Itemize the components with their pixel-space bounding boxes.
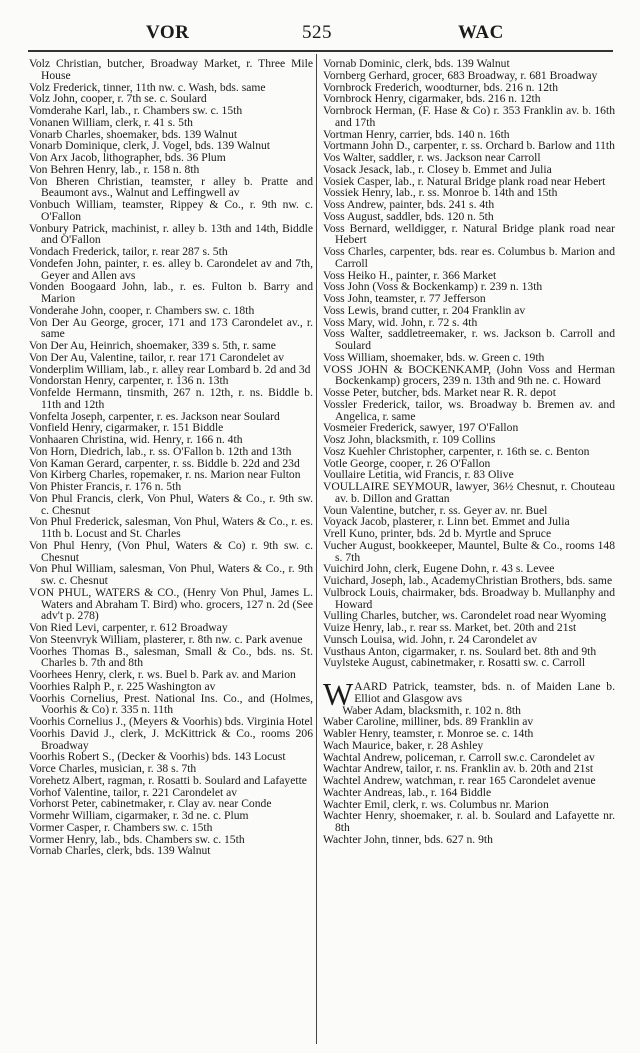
directory-entry: Vosiek Casper, lab., r. Natural Bridge plank road near Hebert bbox=[323, 174, 606, 188]
directory-entry: Von Der Au, Heinrich, shoemaker, 339 s. 5th, r. same bbox=[29, 339, 276, 352]
directory-entry: Waber Adam, blacksmith, r. 102 n. 8th bbox=[342, 703, 521, 717]
directory-entry: Vorce Charles, musician, r. 38 s. 7th bbox=[29, 762, 197, 775]
directory-entry: Voorhees Henry, clerk, r. ws. Buel b. Park av. and Marion bbox=[29, 668, 296, 681]
directory-entry: Vormehr William, cigarmaker, r. 3d ne. c. Plum bbox=[29, 809, 249, 822]
page-header bbox=[28, 10, 613, 50]
directory-entry: Vondefen John, painter, r. es. alley b. Carondelet av and 7th, Geyer and Allen avs bbox=[29, 256, 313, 282]
directory-entry: Vuichard, Joseph, lab., AcademyChristian Brothers, bds. same bbox=[323, 574, 613, 587]
directory-entry: Vonbury Patrick, machinist, r. alley b. 13th and 14th, Biddle and O'Fallon bbox=[29, 221, 313, 247]
directory-entry: Vosz John, blacksmith, r. 109 Collins bbox=[323, 433, 496, 446]
directory-entry: Voss Walter, saddletreemaker, r. ws. Jackson b. Carroll and Soulard bbox=[323, 327, 615, 352]
directory-entry: Vonarb Dominique, clerk, J. Vogel, bds. 139 Walnut bbox=[29, 139, 271, 153]
directory-entry: Voun Valentine, butcher, r. ss. Geyer av. nr. Buel bbox=[323, 503, 548, 517]
directory-entry: Vosse Peter, butcher, bds. Market near R. R. depot bbox=[323, 386, 556, 399]
directory-entry: Vormer Henry, lab., bds. Chambers sw. c. 15th bbox=[29, 832, 245, 846]
directory-entry: Volz Frederick, tinner, 11th nw. c. Wash, bds. same bbox=[29, 80, 266, 94]
header-right-guide-word: WAC bbox=[458, 22, 504, 43]
directory-entry: Vortman Henry, carrier, bds. 140 n. 16th bbox=[323, 127, 510, 141]
directory-entry: Wach Maurice, baker, r. 28 Ashley bbox=[323, 738, 484, 752]
directory-entry: Voss Charles, carpenter, bds. rear es. Columbus b. Marion and Carroll bbox=[323, 245, 615, 270]
column-divider bbox=[316, 54, 317, 1044]
directory-entry: Waber Caroline, milliner, bds. 89 Franklin av bbox=[323, 715, 534, 729]
left-column bbox=[29, 58, 313, 857]
directory-entry: Voss Heiko H., painter, r. 366 Market bbox=[323, 268, 497, 282]
directory-entry: Von Phul William, salesman, Von Phul, Waters & Co., r. 9th sw. c. Chesnut bbox=[29, 562, 313, 587]
header-rule bbox=[28, 50, 613, 52]
directory-entry: Vonarb Charles, shoemaker, bds. 139 Walnut bbox=[29, 127, 238, 141]
directory-entry: Voss John (Voss & Bockenkamp) r. 239 n. 13th bbox=[323, 280, 543, 294]
directory-entry: Voss Lewis, brand cutter, r. 204 Franklin av bbox=[323, 303, 526, 317]
directory-entry: Vornab Dominic, clerk, bds. 139 Walnut bbox=[323, 57, 510, 70]
directory-entry: Von Phul Frederick, salesman, Von Phul, Waters & Co., r. es. 11th b. Locust and St. Charles bbox=[29, 515, 313, 540]
directory-entry: Voullaire Letitia, wid Francis, r. 83 Olive bbox=[323, 468, 514, 482]
directory-entry: Vorehetz Albert, ragman, r. Rosatti b. Soulard and Lafayette bbox=[29, 773, 307, 787]
directory-entry: Von Horn, Diedrich, lab., r. ss. O'Fallon b. 12th and 13th bbox=[29, 444, 292, 458]
directory-entry: Vossler Frederick, tailor, ws. Broadway b. Bremen av. and Angelica, r. same bbox=[323, 397, 615, 423]
directory-entry: Vornbrock Herman, (F. Hase & Co) r. 353 Franklin av. b. 16th and 17th bbox=[323, 104, 615, 129]
page-number: 525 bbox=[302, 22, 332, 43]
directory-entry: Vondorstan Henry, carpenter, r. 136 n. 13th bbox=[29, 374, 229, 388]
directory-entry: Vonhaaren Christina, wid. Henry, r. 166 n. 4th bbox=[29, 433, 243, 446]
directory-entry: Wachter Emil, clerk, r. ws. Columbus nr. Marion bbox=[323, 797, 549, 811]
directory-entry: Voss Andrew, painter, bds. 241 s. 4th bbox=[323, 198, 495, 211]
right-column bbox=[323, 58, 615, 846]
directory-entry: Vuize Henry, lab., r. rear ss. Market, bet. 20th and 21st bbox=[323, 621, 577, 634]
directory-entry: Von Phul Henry, (Von Phul, Waters & Co) r. 9th sw. c. Chesnut bbox=[29, 538, 313, 564]
directory-entry: Von Der Au George, grocer, 171 and 173 Carondelet av., r. same bbox=[29, 315, 313, 341]
directory-entry: Vormer Casper, r. Chambers sw. c. 15th bbox=[29, 820, 213, 834]
directory-entry: Wachtal Andrew, policeman, r. Carroll sw.c. Carondelet av bbox=[323, 750, 595, 764]
directory-entry: Von Kaman Gerard, carpenter, r. ss. Biddle b. 22d and 23d bbox=[29, 456, 300, 470]
directory-entry: Vusthaus Anton, cigarmaker, r. ns. Soulard bet. 8th and 9th bbox=[323, 644, 597, 658]
directory-entry: Von Behren Henry, lab., r. 158 n. 8th bbox=[29, 162, 200, 176]
directory-entry: Voorhes Thomas B., salesman, Small & Co., bds. ns. St. Charles b. 7th and 8th bbox=[29, 644, 313, 670]
directory-entry: Vonfelde Hermann, tinsmith, 267 n. 12th, r. ns. Biddle b. 11th and 12th bbox=[29, 386, 313, 411]
directory-entry: Voss John, teamster, r. 77 Jefferson bbox=[323, 292, 486, 305]
drop-cap: W bbox=[323, 676, 354, 712]
directory-entry: Vonderplim William, lab., r. alley rear Lombard b. 2d and 3d bbox=[29, 362, 311, 376]
directory-entry: Wachtel Andrew, watchman, r. rear 165 Carondelet avenue bbox=[323, 774, 596, 787]
directory-entry: Wachter Henry, shoemaker, r. al. b. Soulard and Lafayette nr. 8th bbox=[323, 809, 615, 834]
directory-entry: Vunsch Louisa, wid. John, r. 24 Carondelet av bbox=[323, 632, 538, 646]
directory-entry: Vonden Boogaard John, lab., r. es. Fulton b. Barry and Marion bbox=[29, 280, 313, 305]
directory-entry: Vornberg Gerhard, grocer, 683 Broadway, r. 681 Broadway bbox=[323, 68, 598, 82]
header-left-guide-word: VOR bbox=[146, 22, 190, 43]
directory-entry: Von Phister Francis, r. 176 n. 5th bbox=[29, 480, 182, 493]
directory-entry: Vornbrock Frederich, woodturner, bds. 216 n. 12th bbox=[323, 80, 559, 94]
directory-entry: Vossiek Henry, lab., r. ss. Monroe b. 14th and 15th bbox=[323, 186, 558, 200]
directory-entry: Vrell Kuno, printer, bds. 2d b. Myrtle and Spruce bbox=[323, 527, 552, 540]
directory-entry: Voss Mary, wid. John, r. 72 s. 4th bbox=[323, 315, 478, 329]
directory-entry: Vos Walter, saddler, r. ws. Jackson near Carroll bbox=[323, 151, 541, 164]
directory-entry: Vulling Charles, butcher, ws. Carondelet road near Wyoming bbox=[323, 609, 607, 623]
directory-entry: Von Steenvryk William, plasterer, r. 8th nw. c. Park avenue bbox=[29, 632, 303, 646]
directory-entry: Vosz Kuehler Christopher, carpenter, r. 16th se. c. Benton bbox=[323, 444, 590, 458]
directory-entry: Vosack Jesack, lab., r. Closey b. Emmet and Julia bbox=[323, 162, 552, 176]
directory-entry: Vorhof Valentine, tailor, r. 221 Carondelet av bbox=[29, 785, 238, 799]
directory-entry: Voorhies Ralph P., r. 225 Washington av bbox=[29, 679, 216, 693]
directory-entry: Voorhis Robert S., (Decker & Voorhis) bds. 143 Locust bbox=[29, 750, 286, 764]
directory-entry: Vorhorst Peter, cabinetmaker, r. Clay av. near Conde bbox=[29, 797, 272, 811]
directory-entry: Vornbrock Henry, cigarmaker, bds. 216 n. 12th bbox=[323, 92, 541, 106]
directory-entry: VON PHUL, WATERS & CO., (Henry Von Phul, James L. Waters and Abraham T. Bird) who. grocers, 127 n. 2d (See adv't p. 278) bbox=[29, 585, 313, 623]
directory-entry: Von Arx Jacob, lithographer, bds. 36 Plum bbox=[29, 151, 226, 164]
directory-entry: Voss Bernard, welldigger, r. Natural Bridge plank road near Hebert bbox=[323, 221, 615, 247]
directory-entry: Von Kirberg Charles, ropemaker, r. ns. Marion near Fulton bbox=[29, 468, 301, 482]
directory-entry: Volz Christian, butcher, Broadway Market, r. Three Mile House bbox=[29, 57, 313, 82]
directory-entry: Voorhis Cornelius J., (Meyers & Voorhis) bds. Virginia Hotel bbox=[29, 715, 313, 728]
directory-entry: Wachter Andreas, lab., r. 164 Biddle bbox=[323, 785, 492, 799]
directory-entry: Wachter John, tinner, bds. 627 n. 9th bbox=[323, 832, 493, 846]
directory-entry: VOULLAIRE SEYMOUR, lawyer, 36½ Chesnut, r. Chouteau av. b. Dillon and Grattan bbox=[323, 480, 615, 505]
directory-entry: Voyack Jacob, plasterer, r. Linn bet. Emmet and Julia bbox=[323, 515, 570, 529]
directory-entry: Vucher August, bookkeeper, Mauntel, Bulte & Co., rooms 148 s. 7th bbox=[323, 538, 615, 564]
directory-entry: Vonbuch William, teamster, Rippey & Co., r. 9th nw. c. O'Fallon bbox=[29, 198, 313, 223]
directory-entry: Vulbrock Louis, chairmaker, bds. Broadway b. Mullanphy and Howard bbox=[323, 585, 615, 611]
directory-entry: Vuylsteke August, cabinetmaker, r. Rosatti sw. c. Carroll bbox=[323, 656, 586, 670]
directory-entry: Vortmann John D., carpenter, r. ss. Orchard b. Barlow and 11th bbox=[323, 139, 615, 153]
directory-entry: Voorhis David J., clerk, J. McKittrick & Co., rooms 206 Broadway bbox=[29, 726, 313, 752]
directory-entry: Vosmeier Frederick, sawyer, 197 O'Fallon bbox=[323, 421, 519, 435]
directory-entry: Von Phul Francis, clerk, Von Phul, Waters & Co., r. 9th sw. c. Chesnut bbox=[29, 491, 313, 517]
directory-entry: Vomderahe Karl, lab., r. Chambers sw. c. 15th bbox=[29, 104, 243, 117]
directory-entry: Wachtar Andrew, tailor, r. ns. Franklin av. b. 20th and 21st bbox=[323, 762, 594, 776]
directory-entry: Voss August, saddler, bds. 120 n. 5th bbox=[323, 209, 494, 223]
directory-entry: Vonanen William, clerk, r. 41 s. 5th bbox=[29, 115, 193, 129]
directory-entry: Votle George, cooper, r. 26 O'Fallon bbox=[323, 456, 491, 470]
directory-entry: Wabler Henry, teamster, r. Monroe se. c. 14th bbox=[323, 727, 534, 740]
directory-entry: Von Ried Levi, carpenter, r. 612 Broadway bbox=[29, 621, 228, 634]
directory-entry: Vuichird John, clerk, Eugene Dohn, r. 43 s. Levee bbox=[323, 562, 555, 576]
directory-entry: Voss William, shoemaker, bds. w. Green c. 19th bbox=[323, 350, 545, 364]
directory-entry: Vornab Charles, clerk, bds. 139 Walnut bbox=[29, 844, 211, 858]
directory-entry: Vonfield Henry, cigarmaker, r. 151 Biddle bbox=[29, 421, 224, 435]
directory-entry: AARD Patrick, teamster, bds. n. of Maiden Lane b. Elliot and Glasgow avs bbox=[354, 680, 615, 705]
directory-entry: Voorhis Cornelius, Prest. National Ins. Co., and (Holmes, Voorhis & Co) r. 335 n. 11th bbox=[29, 691, 313, 717]
directory-entry: Vonderahe John, cooper, r. Chambers sw. c. 18th bbox=[29, 303, 255, 317]
directory-entry: VOSS JOHN & BOCKENKAMP, (John Voss and Herman Bockenkamp) grocers, 239 n. 13th and 9th ne. c. Howard bbox=[323, 362, 615, 388]
directory-entry: Vondach Frederick, tailor, r. rear 287 s. 5th bbox=[29, 245, 228, 258]
directory-entry: Von Bheren Christian, teamster, r alley b. Pratte and Beaumont avs., Walnut and Leffingwell av bbox=[29, 174, 313, 200]
directory-entry: Volz John, cooper, r. 7th se. c. Soulard bbox=[29, 92, 207, 106]
directory-entry: Von Der Au, Valentine, tailor, r. rear 171 Carondelet av bbox=[29, 350, 285, 364]
directory-entry: Vonfelta Joseph, carpenter, r. es. Jackson near Soulard bbox=[29, 409, 280, 423]
